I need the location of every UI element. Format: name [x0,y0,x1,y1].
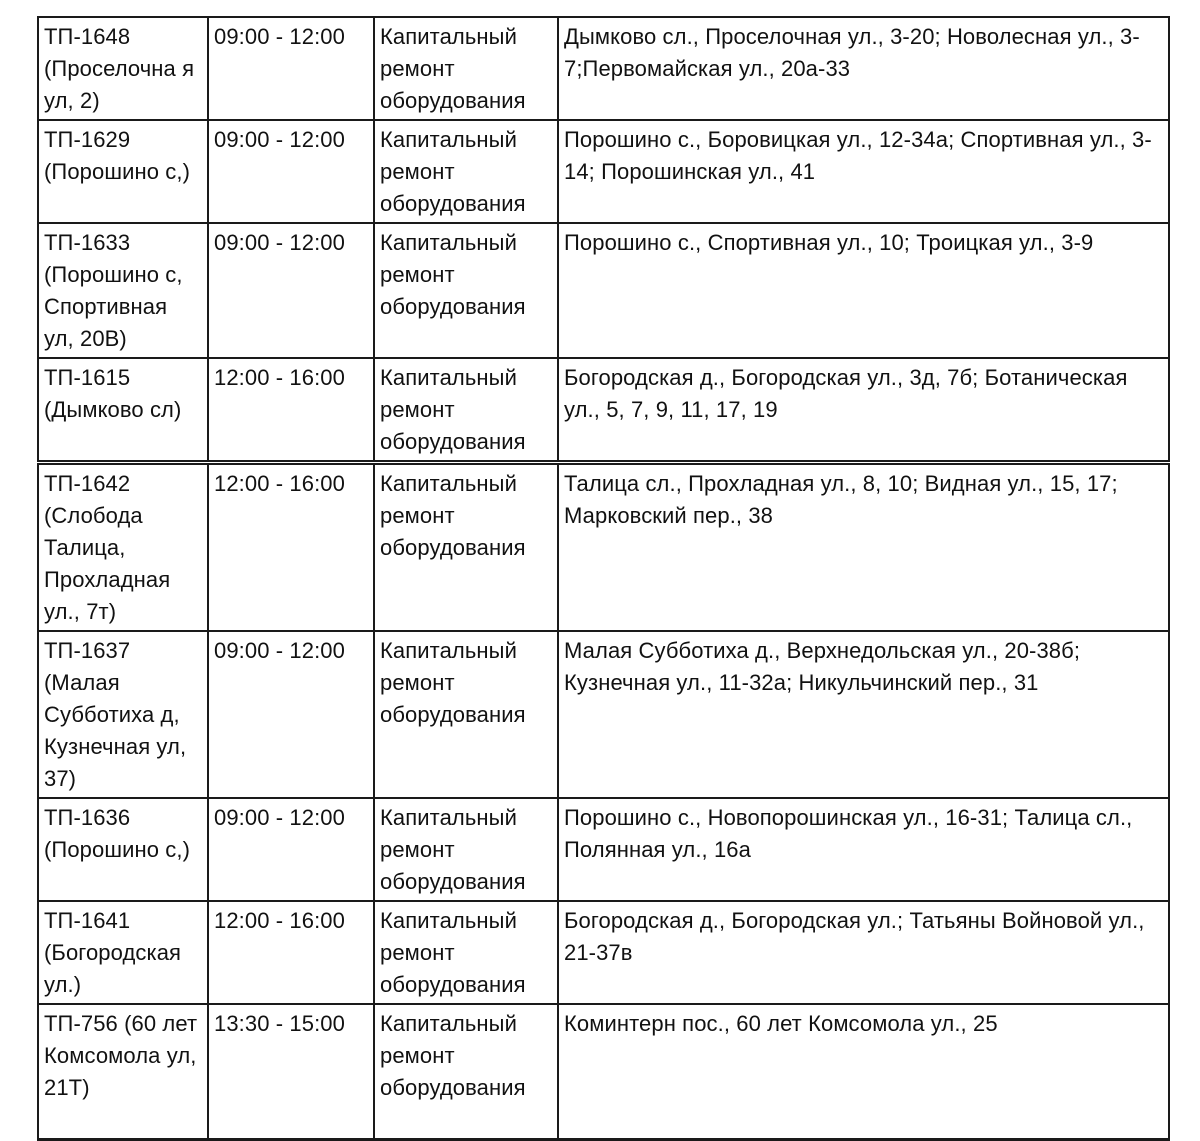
time-cell: 12:00 - 16:00 [208,358,374,463]
work-type-cell: Капитальный ремонт оборудования [374,901,558,1004]
substation-cell: ТП-1615 (Дымково сл) [38,358,208,463]
substation-cell: ТП-1633 (Порошино с, Спортивная ул, 20В) [38,223,208,358]
work-type-cell: Капитальный ремонт оборудования [374,1004,558,1139]
substation-cell: ТП-1648 (Проселочна я ул, 2) [38,17,208,120]
time-cell: 09:00 - 12:00 [208,223,374,358]
substation-cell: ТП-1642 (Слобода Талица, Прохладная ул., 7т) [38,463,208,632]
outage-schedule-table [37,16,1170,1141]
work-type-cell: Капитальный ремонт оборудования [374,358,558,463]
address-cell: Талица сл., Прохладная ул., 8, 10; Видная ул., 15, 17; Марковский пер., 38 [558,463,1169,632]
address-cell: Богородская д., Богородская ул., 3д, 7б; Ботаническая ул., 5, 7, 9, 11, 17, 19 [558,358,1169,463]
table-row [38,17,1169,120]
address-cell: Дымково сл., Проселочная ул., 3-20; Новолесная ул., 3-7;Первомайская ул., 20а-33 [558,17,1169,120]
address-cell: Порошино с., Боровицкая ул., 12-34а; Спортивная ул., 3- 14; Порошинская ул., 41 [558,120,1169,223]
time-cell: 13:30 - 15:00 [208,1004,374,1139]
address-cell: Коминтерн пос., 60 лет Комсомола ул., 25 [558,1004,1169,1139]
address-cell: Богородская д., Богородская ул.; Татьяны Войновой ул., 21-37в [558,901,1169,1004]
substation-cell: ТП-1629 (Порошино с,) [38,120,208,223]
work-type-cell: Капитальный ремонт оборудования [374,120,558,223]
table-row [38,223,1169,358]
work-type-cell: Капитальный ремонт оборудования [374,223,558,358]
table-row [38,631,1169,798]
time-cell: 09:00 - 12:00 [208,120,374,223]
time-cell: 12:00 - 16:00 [208,901,374,1004]
address-cell: Порошино с., Спортивная ул., 10; Троицкая ул., 3-9 [558,223,1169,358]
address-cell: Малая Субботиха д., Верхнедольская ул., 20-38б; Кузнечная ул., 11-32а; Никульчинский пер., 31 [558,631,1169,798]
work-type-cell: Капитальный ремонт оборудования [374,798,558,901]
time-cell: 09:00 - 12:00 [208,631,374,798]
time-cell: 12:00 - 16:00 [208,463,374,632]
table-row [38,463,1169,632]
address-cell: Порошино с., Новопорошинская ул., 16-31; Талица сл., Полянная ул., 16а [558,798,1169,901]
time-cell: 09:00 - 12:00 [208,798,374,901]
work-type-cell: Капитальный ремонт оборудования [374,631,558,798]
work-type-cell: Капитальный ремонт оборудования [374,463,558,632]
table-row [38,358,1169,463]
substation-cell: ТП-1641 (Богородская ул.) [38,901,208,1004]
table-row [38,798,1169,901]
time-cell: 09:00 - 12:00 [208,17,374,120]
substation-cell: ТП-756 (60 лет Комсомола ул, 21Т) [38,1004,208,1139]
table-row [38,1004,1169,1139]
substation-cell: ТП-1637 (Малая Субботиха д, Кузнечная ул, 37) [38,631,208,798]
table-row [38,901,1169,1004]
substation-cell: ТП-1636 (Порошино с,) [38,798,208,901]
table-row [38,120,1169,223]
work-type-cell: Капитальный ремонт оборудования [374,17,558,120]
